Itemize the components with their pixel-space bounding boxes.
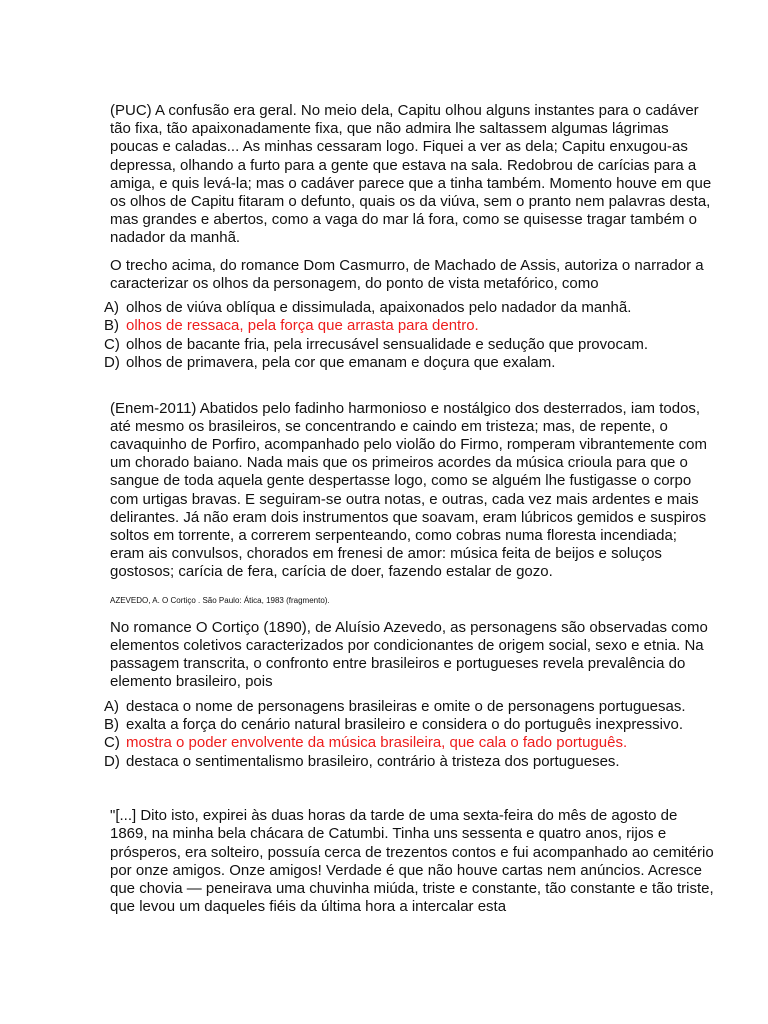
q2-option-c-correct	[104, 734, 715, 752]
option-letter: D)	[104, 354, 120, 372]
option-letter: D)	[104, 752, 120, 770]
q2-option-d	[104, 753, 715, 771]
q3-passage: "[...] Dito isto, expirei às duas horas da tarde de uma sexta-feira do mês de agosto de 1869, na minha bela chácara de Catumbi. Tinha uns sessenta e quatro anos, rijos e prósperos, era solteiro, possuía cerca de trezentos contos e fui acompanhado ao cemitério por onze amigos. Onze amigos! Verdade é que não houve cartas nem anúncios. Acresce que chovia — peneirava uma chuvinha miúda, triste e constante, tão constante e tão triste, que levou um daqueles fiéis da última hora a intercalar esta	[110, 807, 714, 916]
option-text: olhos de viúva oblíqua e dissimulada, apaixonados pelo nadador da manhã.	[126, 299, 632, 317]
q2-options	[104, 697, 715, 772]
q2-option-b	[104, 716, 715, 734]
q1-stem: O trecho acima, do romance Dom Casmurro, de Machado de Assis, autoriza o narrador a caracterizar os olhos da personagem, do ponto de vista metafórico, como	[110, 256, 704, 292]
q2-source-citation: AZEVEDO, A. O Cortiço . São Paulo: Ática, 1983 (fragmento).	[110, 595, 330, 605]
option-text: olhos de bacante fria, pela irrecusável sensualidade e sedução que provocam.	[126, 335, 648, 353]
option-letter: C)	[104, 734, 120, 752]
q2-option-a	[104, 698, 715, 716]
option-text: olhos de ressaca, pela força que arrasta para dentro.	[126, 317, 479, 335]
q1-options	[104, 299, 715, 373]
q2-passage: (Enem-2011) Abatidos pelo fadinho harmonioso e nostálgico dos desterrados, iam todos, até mesmo os brasileiros, se concentrando e caindo em tristeza; mas, de repente, o cavaquinho de Porfiro, acompanhado pelo violão do Firmo, romperam vibrantemente com um chorado baiano. Nada mais que os primeiros acordes da música crioula para que o sangue de toda aquela gente despertasse logo, como se alguém lhe fustigasse o corpo com urtigas bravas. E seguiram-se outra notas, e outras, cada vez mais ardentes e mais delirantes. Já não eram dois instrumentos que soavam, eram lúbricos gemidos e suspiros soltos em torrente, a correrem serpenteando, como cobras numa floresta incendiada; eram ais convulsos, chorados em frenesi de amor: música feita de beijos e soluços gostosos; carícia de fera, carícia de doer, fazendo estalar de gozo.	[110, 399, 707, 581]
q1-option-d	[104, 354, 715, 372]
q1-passage: (PUC) A confusão era geral. No meio dela, Capitu olhou alguns instantes para o cadáver tão fixa, tão apaixonadamente fixa, que não admira lhe saltassem algumas lágrimas poucas e caladas... As minhas cessaram logo. Fiquei a ver as dela; Capitu enxugou-as depressa, olhando a furto para a gente que estava na sala. Redobrou de carícias para a amiga, e quis levá-la; mas o cadáver parece que a tinha também. Momento houve em que os olhos de Capitu fitaram o defunto, quais os da viúva, sem o pranto nem palavras desta, mas grandes e abertos, como a vaga do mar lá fora, como se quisesse tragar também o nadador da manhã.	[110, 102, 712, 247]
option-letter: C)	[104, 335, 120, 353]
option-text: exalta a força do cenário natural brasileiro e considera o do português inexpressivo.	[126, 715, 683, 733]
q1-option-b-correct	[104, 317, 715, 335]
option-text: olhos de primavera, pela cor que emanam e doçura que exalam.	[126, 354, 556, 372]
option-letter: A)	[104, 299, 119, 317]
q2-stem: No romance O Cortiço (1890), de Aluísio Azevedo, as personagens são observadas como elementos coletivos caracterizados por condicionantes de origem social, sexo e etnia. Na passagem transcrita, o confronto entre brasileiros e portugueses revela prevalência do elemento brasileiro, pois	[110, 618, 708, 691]
option-letter: B)	[104, 715, 119, 733]
document-page	[104, 102, 715, 916]
option-text: mostra o poder envolvente da música brasileira, que cala o fado português.	[126, 734, 628, 752]
option-letter: B)	[104, 317, 119, 335]
option-text: destaca o nome de personagens brasileiras e omite o de personagens portuguesas.	[126, 697, 686, 715]
q1-option-a	[104, 299, 715, 317]
option-letter: A)	[104, 697, 119, 715]
q1-option-c	[104, 336, 715, 354]
option-text: destaca o sentimentalismo brasileiro, contrário à tristeza dos portugueses.	[126, 752, 620, 770]
